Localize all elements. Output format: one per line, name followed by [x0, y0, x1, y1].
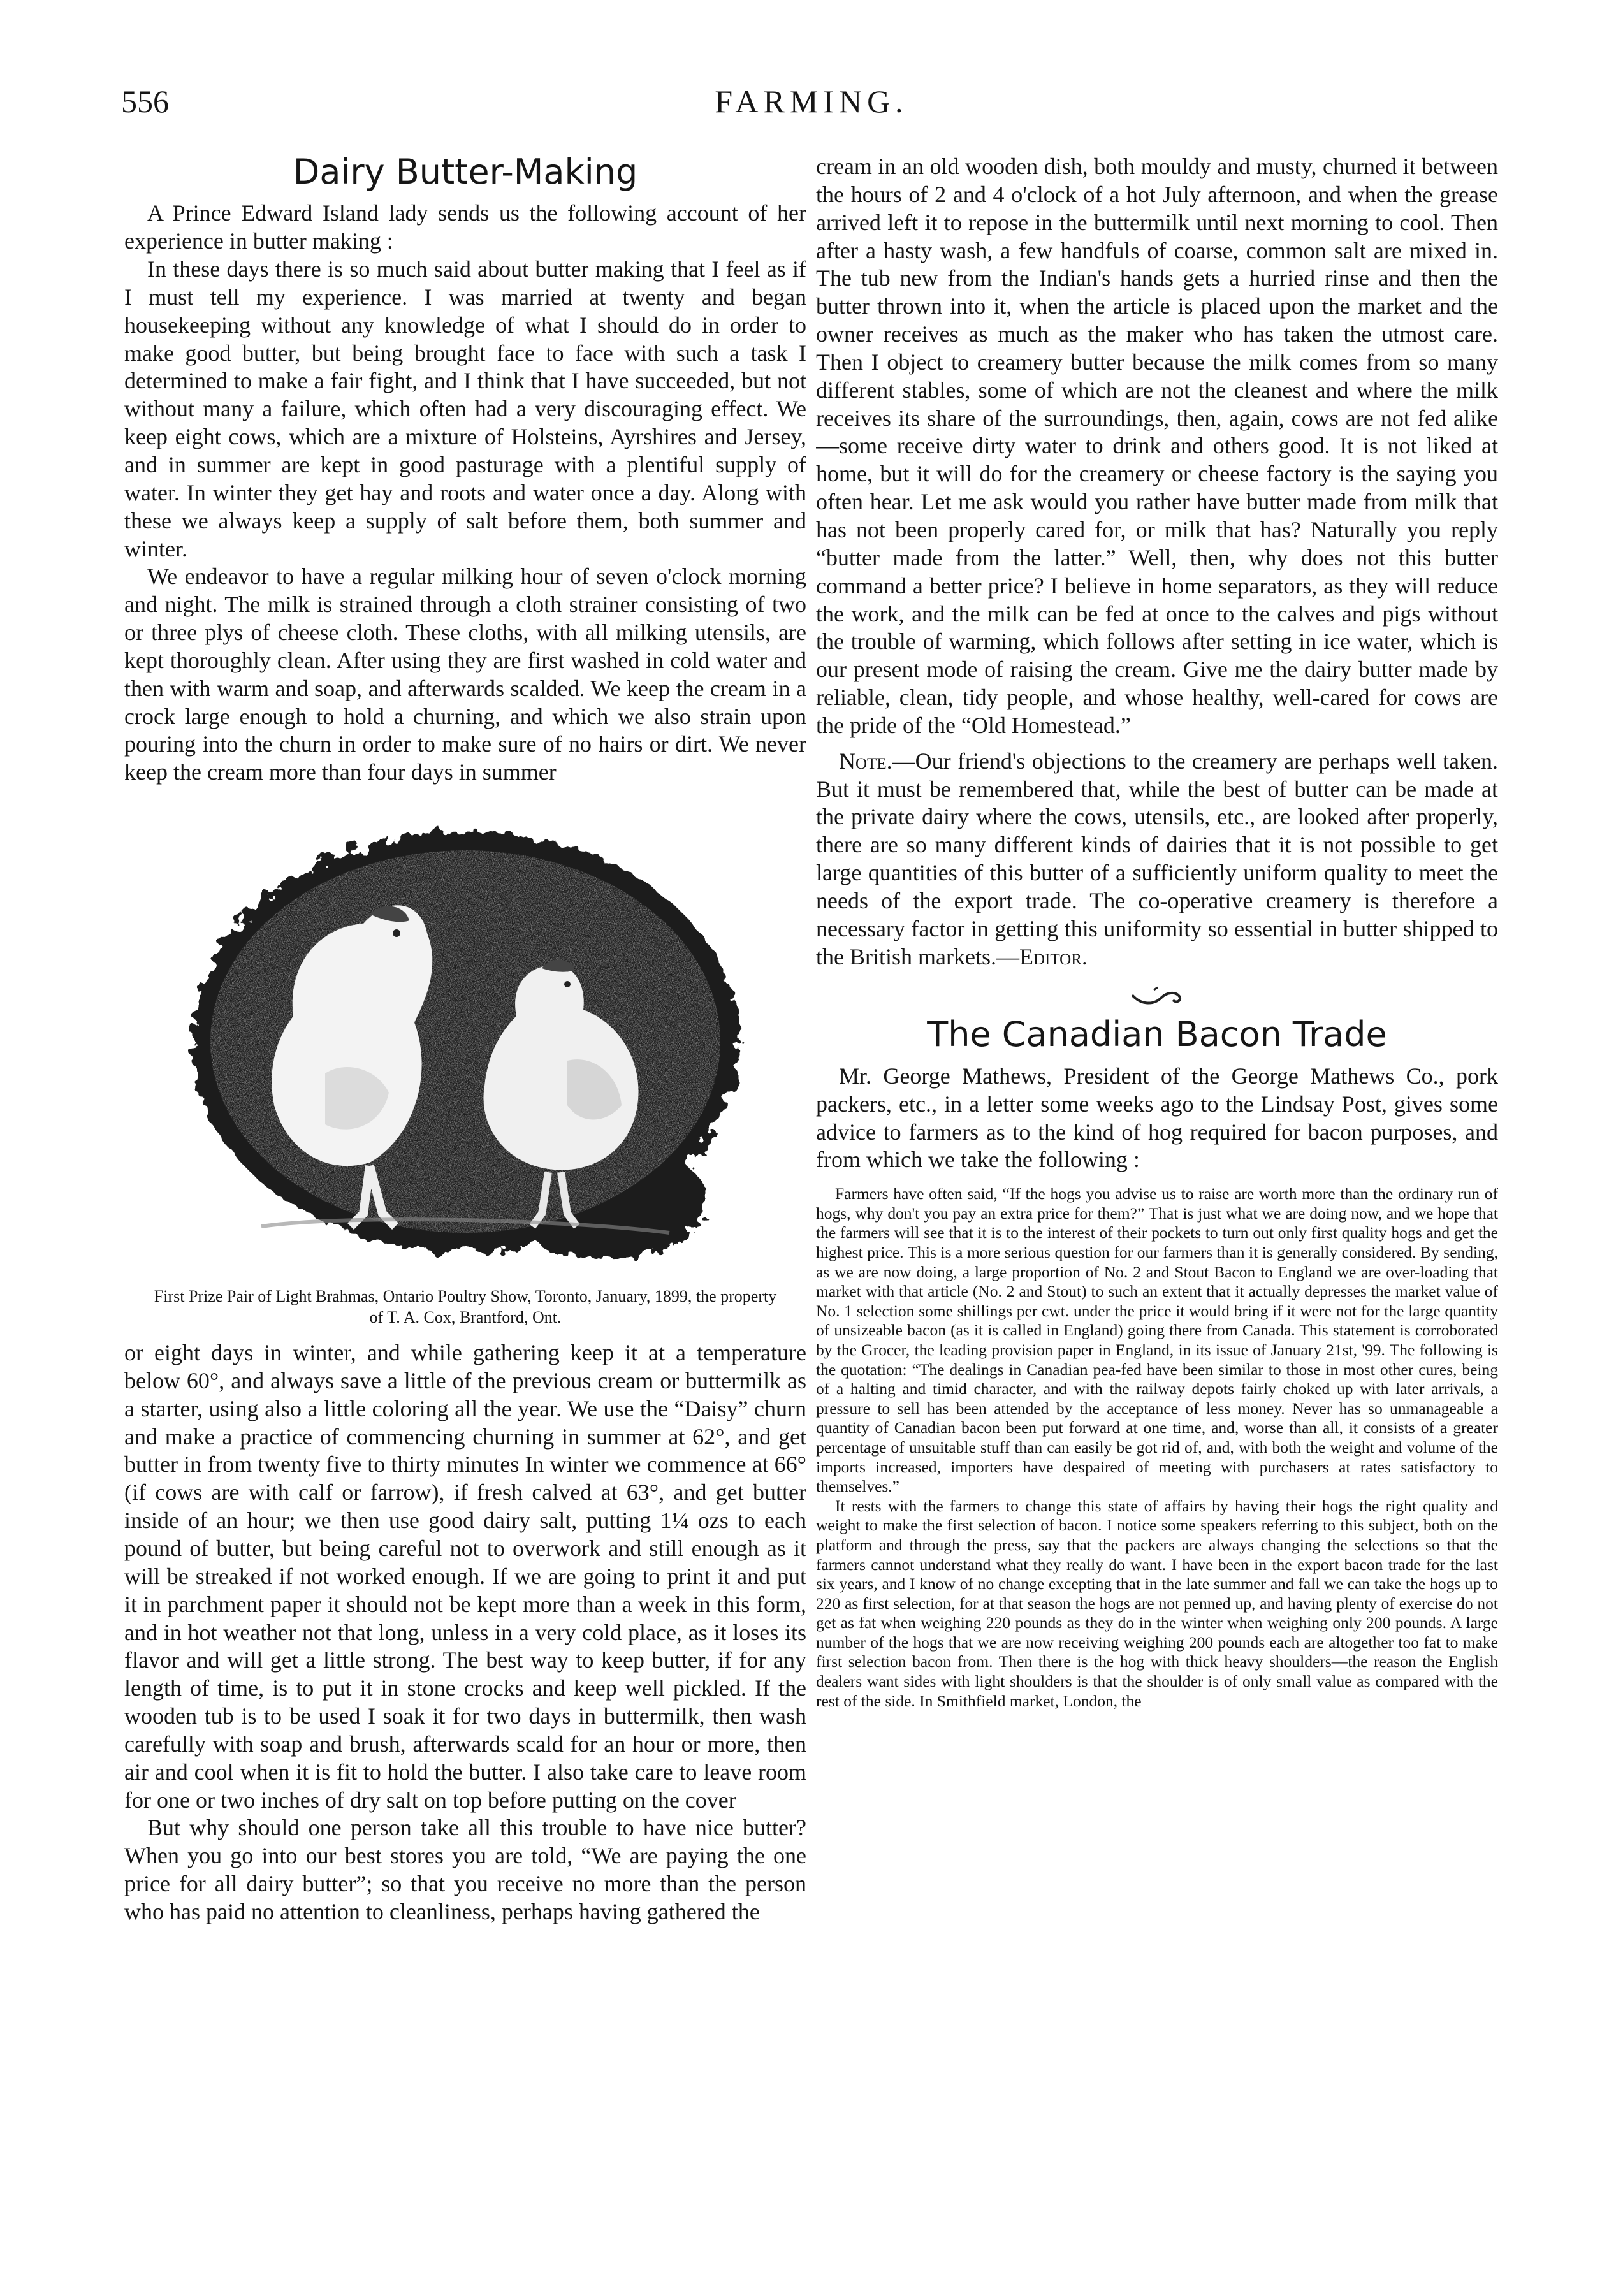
note-signature: Editor.: [1019, 943, 1088, 970]
figure-caption: First Prize Pair of Light Brahmas, Ontario Poultry Show, Toronto, January, 1899, the property of T. A. Cox, Brantford, Ont.: [154, 1287, 777, 1326]
page-header: [0, 83, 1623, 140]
running-title: FARMING.: [715, 84, 908, 119]
article-intro-dairy: A Prince Edward Island lady sends us the following account of her experience in butter making :: [124, 200, 806, 254]
quoted-letter: [816, 1184, 1498, 1711]
paragraph: In these days there is so much said about butter making that I feel as if I must tell my experience. I was married at twenty and began housekeeping without any knowledge of what I should do in order to make good butter, but being brought face to face with such a task I determined to make a fair fight, and I think that I have succeeded, but not without many a failure, which often had a very discouraging effect. We keep eight cows, which are a mixture of Holsteins, Ayrshires and Jersey, and in summer are kept in good pasturage with a plentiful supply of water. In winter they get hay and roots and water once a day. Along with these we always keep a supply of salt before them, both summer and winter.: [124, 256, 806, 562]
left-column: [124, 153, 806, 2245]
note-label: Note.: [839, 748, 892, 774]
section-ornament: [816, 986, 1498, 1012]
flourish-ornament: [1128, 986, 1186, 1009]
letter-paragraph: Farmers have often said, “If the hogs you advise us to raise are worth more than the ordinary run of hogs, why don't you pay an extra price for them?” That is just what we are doing now, and we hope that the farmers will see that it is to the interest of their pockets to turn out only first quality hogs and get the highest price. This is a more serious question for our farmers than it is generally considered. By sending, as we are now doing, a large proportion of No. 2 and Stout Bacon to England we are over-loading that market with that article (No. 2 and Stout) to such an extent that it actually depresses the market value of No. 1 selection some shillings per cwt. under the price it would bring if it were not for the large quantity of unsizeable bacon (as it is called in England) going there from Canada. This statement is corroborated by the Grocer, the leading provision paper in England, in its issue of January 21st, '99. The following is the quotation: “The dealings in Canadian pea-fed have been similar to those in most other cures, being of a halting and timid character, and with the railway depots fairly choked up with later arrivals, a pressure to sell has been attended by the acceptance of less money. Never has so unmanageable a quantity of Canadian bacon been put forward at one time, and, worse than all, it consists of a greater percentage of unsuitable stuff than can easily be got rid of, and, with both the weight and volume of the imports increased, importers have despaired of meeting with purchasers at rates satisfactory to themselves.”: [816, 1184, 1498, 1496]
paragraph: But why should one person take all this trouble to have nice butter? When you go into our best stores you are told, “We are paying the one price for all dairy butter”; so that you receive no more than the person who has paid no attention to cleanliness, perhaps having gathered the: [124, 1815, 806, 1924]
article-title-dairy: Dairy Butter-Making: [293, 153, 638, 192]
article-title-bacon: The Canadian Bacon Trade: [927, 1014, 1387, 1055]
page-number: 556: [121, 84, 169, 119]
paragraph: or eight days in winter, and while gathering keep it at a temperature below 60°, and always save a little of the previous cream or buttermilk as a starter, using also a little coloring all the year. We use the “Daisy” churn and make a practice of commencing churning in summer at 62°, and get butter in from twenty five to thirty minutes In winter we commence at 66° (if cows are with calf or farrow), if fresh calved at 63°, and get butter inside of an hour; we then use good dairy salt, putting 1¼ ozs to each pound of butter, but being careful not to overwork and still enough as it will be streaked if not worked enough. If we are going to print it and put it in parchment paper it should not be kept more than a week in this form, and in hot weather not that long, unless in a very cold place, as it loses its flavor and will get a little strong. The best way to keep butter, if for any length of time, is to put it in stone crocks and keep well pickled. If the wooden tub is to be used I soak it for two days in buttermilk, then wash carefully with soap and brush, afterwards scald for an hour or more, then air and cool when it is fit to hold the butter. I also take care to leave room for one or two inches of dry salt on top before putting on the cover: [124, 1340, 806, 1813]
right-column: [816, 153, 1498, 2245]
brahma-chickens-illustration: [159, 806, 771, 1277]
figure-brahmas: [124, 806, 806, 1277]
editor-note: [816, 748, 1498, 971]
letter-paragraph: It rests with the farmers to change this state of affairs by having their hogs the right quality and weight to make the first selection of bacon. I notice some speakers referring to this subject, both on the platform and through the press, say that the packers are always changing the selections so that the farmers cannot understand what they really do want. I have been in the export bacon trade for the last six years, and I know of no change excepting that in the late summer and fall we can take the hogs up to 220 as first selection, for at that season the hogs are not penned up, and having plenty of exercise do not get as fat when weighing 220 pounds as they do in the winter when weighing only 200 pounds. A large number of the hogs that we are now receiving weighing 200 pounds each are altogether too fat to make first selection bacon from. Then there is the hog with thick heavy shoulders—the reason the English dealers want sides with light shoulders is that the shoulder is of only small value as compared with the rest of the side. In Smithfield market, London, the: [816, 1496, 1498, 1710]
article-intro-bacon: Mr. George Mathews, President of the George Mathews Co., pork packers, etc., in a letter some weeks ago to the Lindsay Post, gives some advice to farmers as to the kind of hog required for bacon purposes, and from which we take the following :: [816, 1063, 1498, 1173]
note-body: —Our friend's objections to the creamery are perhaps well taken. But it must be remembered that, while the best of butter can be made at the private dairy where the cows, utensils, etc., are looked after properly, there are so many different kinds of dairies that it is not possible to get large quantities of this butter of a sufficiently uniform quality to meet the needs of the export trade. The co-operative creamery is therefore a necessary factor in getting this uniformity so essential in butter shipped to the British markets.—: [816, 748, 1498, 970]
paragraph: cream in an old wooden dish, both mouldy and musty, churned it between the hours of 2 and 4 o'clock of a hot July afternoon, and when the grease arrived left it to repose in the buttermilk until next morning to cool. Then after a hasty wash, a few handfuls of coarse, common salt are mixed in. The tub new from the Indian's hands gets a hurried rinse and then the butter thrown into it, when the article is placed upon the market and the owner receives as much as the maker who has taken the utmost care. Then I object to creamery butter because the milk comes from so many different stables, some of which are not the cleanest and where the milk receives its share of the surroundings, then, again, cows are not fed alike—some receive dirty water to drink and others good. It is not liked at home, but it will do for the creamery or cheese factory is the saying you often hear. Let me ask would you rather have butter made from milk that has not been properly cared for, or milk that has? Naturally you reply “butter made from the latter.” Well, then, why does not this butter command a better price? I believe in home separators, as they will reduce the work, and the milk can be fed at once to the calves and pigs without the trouble of warming, which follows after setting in ice water, which is our present mode of raising the cream. Give me the dairy butter made by reliable, clean, tidy people, and whose healthy, well-cared for cows are the pride of the “Old Homestead.”: [816, 154, 1498, 738]
paragraph: We endeavor to have a regular milking hour of seven o'clock morning and night. The milk is strained through a cloth strainer consisting of two or three plys of cheese cloth. These cloths, with all milking utensils, are kept thoroughly clean. After using they are first washed in cold water and then with warm and soap, and afterwards scalded. We keep the cream in a crock large enough to hold a churning, and which we also strain upon pouring into the churn in order to make sure of no hairs or dirt. We never keep the cream more than four days in summer: [124, 563, 806, 785]
